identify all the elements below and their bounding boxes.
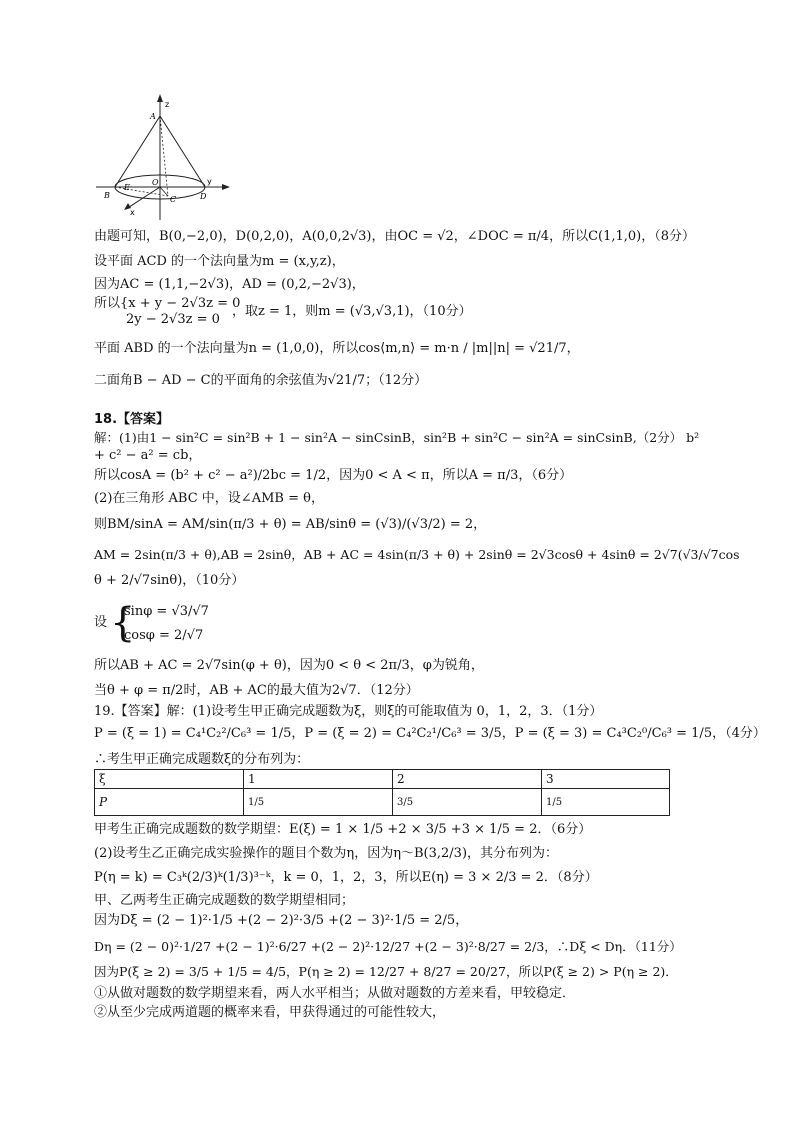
q19-line-2: P = (ξ = 1) = C₄¹C₂²/C₆³ = 1/5，P = (ξ = 2) = C₄²C₂¹/C₆³ = 3/5，P = (ξ = 3) = C₄³C₂⁰/C₆³ = 1/5，（4分）	[94, 726, 766, 741]
q17-line-6: 二面角B − AD − C的平面角的余弦值为√21/7；（12分）	[94, 373, 428, 388]
table-cell: 3	[542, 770, 670, 789]
q18-line-5: 则BM/sinA = AM/sin(π/3 + θ) = AB/sinθ = (√3)/(√3/2) = 2，	[94, 517, 487, 532]
q19-line-8: 因为Dξ = (2 − 1)²·1/5 +(2 − 2)²·3/5 +(2 − 3)²·1/5 = 2/5，	[94, 913, 469, 928]
z-label: z	[165, 100, 170, 109]
q18-line-4: (2)在三角形 ABC 中，设∠AMB = θ，	[94, 491, 324, 506]
q17-line-2: 设平面 ACD 的一个法向量为m = (x,y,z)，	[94, 254, 345, 269]
distribution-table	[94, 769, 670, 816]
q19-line-9: Dη = (2 − 0)²·1/27 +(2 − 1)²·6/27 +(2 − 2)²·12/27 +(2 − 3)²·8/27 = 2/3，∴Dξ < Dη．（11分）	[94, 939, 682, 954]
q17-line-4a: 所以{x + y − 2√3z = 0	[94, 296, 241, 311]
y-axis-arrow	[222, 184, 230, 190]
point-B-label: B	[104, 191, 110, 200]
table-cell: 1/5	[244, 789, 393, 816]
q18-line-8b: sinφ = √3/√7	[124, 604, 209, 619]
q18-line-7: θ + 2/√7sinθ)，（10分）	[94, 573, 245, 588]
table-cell: 3/5	[393, 789, 542, 816]
q17-line-1: 由题可知，B(0,−2,0)，D(0,2,0)，A(0,0,2√3)，由OC = √2，∠DOC = π/4，所以C(1,1,0)，（8分）	[94, 229, 696, 244]
table-cell: P	[95, 789, 244, 816]
q19-line-12: ②从至少完成两道题的概率来看，甲获得通过的可能性较大，	[94, 1005, 446, 1020]
q18-line-10: 当θ + φ = π/2时，AB + AC的最大值为2√7．（12分）	[94, 683, 419, 698]
q18-line-1: 解：(1)由1 − sin²C = sin²B + 1 − sin²A − sinCsinB，sin²B + sin²C − sin²A = sinCsinB,（2分） b²	[94, 430, 700, 445]
segment-OC	[160, 187, 168, 196]
q19-line-11: ①从做对题数的数学期望来看，两人水平相当；从做对题数的方差来看，甲较稳定．	[94, 986, 576, 1001]
table-cell: 2	[393, 770, 542, 789]
q19-line-5: (2)设考生乙正确完成实验操作的题目个数为η，因为η～B(3,2/3)，其分布列为：	[94, 846, 559, 861]
q17-line-4b: 2y − 2√3z = 0	[126, 312, 220, 327]
table-cell: 1/5	[542, 789, 670, 816]
q18-line-2: + c² − a² = cb，	[94, 448, 202, 463]
y-label: y	[207, 177, 212, 186]
q18-line-6: AM = 2sin(π/3 + θ),AB = 2sinθ，AB + AC = 4sin(π/3 + θ) + 2sinθ = 2√3cosθ + 4sinθ = 2√7(√3/√7cos	[94, 547, 740, 562]
q18-answer-heading: 18.【答案】	[94, 412, 170, 427]
q18-line-8c: cosφ = 2/√7	[124, 628, 204, 643]
point-C-label: C	[170, 195, 177, 204]
q17-line-5: 平面 ABD 的一个法向量为n = (1,0,0)，所以cos⟨m,n⟩ = m·n / |m||n| = √21/7，	[94, 341, 580, 356]
cone-figure	[92, 92, 242, 224]
table-row	[95, 789, 670, 816]
q18-brace: {	[110, 600, 136, 646]
q17-line-4c: ，取z = 1，则m = (√3,√3,1)，（10分）	[232, 304, 472, 319]
table-cell: 1	[244, 770, 393, 789]
q18-line-8a: 设	[94, 615, 108, 630]
point-A-label: A	[150, 112, 156, 121]
q18-line-3: 所以cosA = (b² + c² − a²)/2bc = 1/2，因为0 < A < π，所以A = π/3，（6分）	[94, 468, 573, 483]
q19-line-3: ∴考生甲正确完成题数ξ的分布列为：	[94, 752, 310, 767]
table-cell: ξ	[95, 770, 244, 789]
point-E-label: E	[124, 183, 130, 192]
point-O-label: O	[152, 178, 159, 187]
z-axis-arrow	[157, 94, 163, 102]
q19-line-1: 19.【答案】解：(1)设考生甲正确完成题数为ξ，则ξ的可能取值为 0，1，2，3．（1分）	[94, 704, 603, 719]
q18-line-9: 所以AB + AC = 2√7sin(φ + θ)，因为0 < θ < 2π/3，φ为锐角，	[94, 658, 484, 673]
q19-line-6: P(η = k) = C₃ᵏ(2/3)ᵏ(1/3)³⁻ᵏ，k = 0，1，2，3，所以E(η) = 3 × 2/3 = 2．（8分）	[94, 870, 598, 885]
segment-AC	[160, 116, 168, 196]
q17-line-3: 因为AC = (1,1,−2√3)，AD = (0,2,−2√3)，	[94, 277, 365, 292]
q19-line-7: 甲、乙两考生正确完成题数的数学期望相同；	[94, 893, 355, 908]
point-D-label: D	[200, 192, 207, 201]
q19-line-10: 因为P(ξ ≥ 2) = 3/5 + 1/5 = 4/5，P(η ≥ 2) = 12/27 + 8/27 = 20/27，所以P(ξ ≥ 2) > P(η ≥ 2)．	[94, 964, 678, 979]
q19-line-4: 甲考生正确完成题数的数学期望：E(ξ) = 1 × 1/5 +2 × 3/5 +3 × 1/5 = 2．（6分）	[94, 822, 592, 837]
table-row	[95, 770, 670, 789]
x-label: x	[130, 208, 135, 217]
